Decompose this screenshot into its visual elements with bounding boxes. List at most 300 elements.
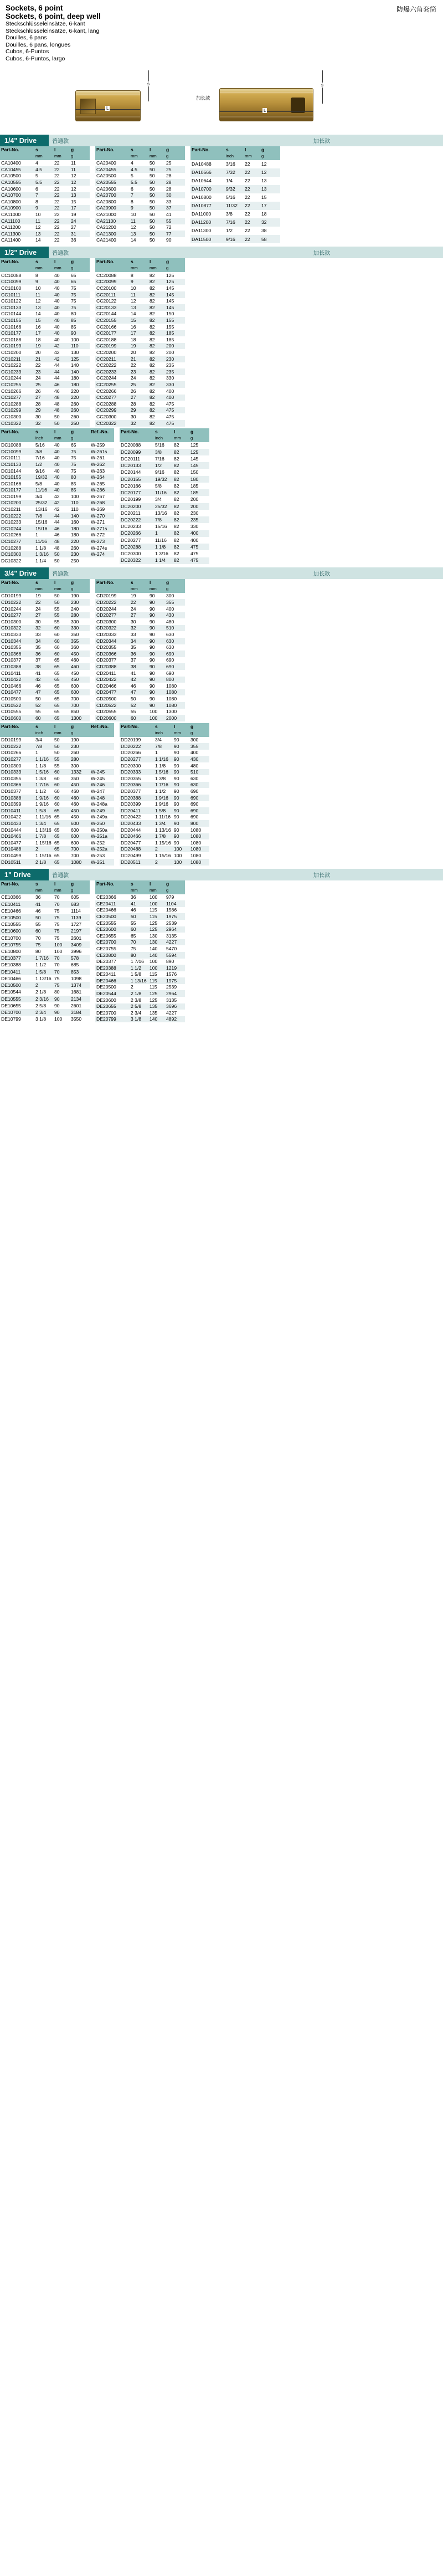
drive-size-label: 3/4" Drive (0, 567, 49, 579)
cell-g: 630 (189, 782, 209, 788)
cell-l: 82 (148, 407, 165, 414)
cell-part-no: DC10155 (0, 474, 34, 481)
table-row (95, 663, 185, 670)
cell-part-no: CD10600 (0, 715, 34, 721)
cell-s: 22 (34, 362, 53, 369)
cell-g: 200 (189, 496, 209, 503)
cell-l: 50 (53, 750, 70, 756)
table-row (0, 820, 114, 827)
table-header-row (0, 146, 90, 153)
cell-l: 46 (53, 388, 70, 395)
cell-s: 15 (34, 317, 53, 324)
table-row (190, 218, 280, 227)
cell-l: 82 (148, 362, 165, 369)
th-l: l (53, 723, 70, 730)
cell-s: 4 (130, 160, 148, 167)
table-row (95, 317, 185, 324)
cell-part-no: DD20277 (120, 756, 154, 762)
cell-s: 42 (130, 677, 148, 683)
cell-s: 7/16 (225, 218, 244, 227)
cell-s: 1 7/8 (154, 833, 173, 840)
cell-g: 700 (70, 702, 90, 709)
cell-s: 13 (34, 231, 53, 237)
cell-l: 82 (173, 537, 189, 544)
cell-part-no: DC10322 (0, 557, 34, 564)
cell-part-no: CA10900 (0, 205, 34, 212)
cell-l: 100 (148, 965, 165, 971)
cell-s: 33 (130, 631, 148, 638)
cell-s: 1 1/2 (130, 965, 148, 971)
cell-l: 75 (53, 975, 70, 982)
th-g: g (70, 428, 90, 435)
table-row (0, 279, 90, 285)
cell-ref-no: W-251 (90, 859, 114, 866)
cell-g: 18 (260, 210, 280, 218)
cell-l: 22 (53, 205, 70, 212)
th-unit-g: g (260, 153, 280, 160)
cell-part-no: DC20266 (120, 530, 154, 537)
cell-g: 180 (189, 476, 209, 483)
cell-l: 140 (148, 952, 165, 959)
cell-s: 46 (34, 908, 53, 914)
cell-part-no: DD10388 (0, 795, 34, 801)
table-row (0, 224, 90, 231)
table-row (120, 852, 209, 859)
cell-g: 65 (70, 279, 90, 285)
table-row (120, 483, 209, 489)
cell-s: 1 5/8 (130, 971, 148, 978)
cell-l: 82 (148, 349, 165, 356)
cell-s: 23 (34, 368, 53, 375)
table-row (95, 939, 185, 946)
cell-ref-no: W-245 (90, 769, 114, 776)
cell-part-no: CD20522 (95, 702, 130, 709)
cell-l: 40 (53, 285, 70, 291)
cell-l: 22 (244, 227, 260, 235)
cell-s: 17 (130, 330, 148, 337)
cell-l: 135 (148, 1003, 165, 1010)
table-row (95, 192, 185, 199)
table-row (0, 557, 114, 564)
cell-part-no: CA21100 (95, 218, 130, 224)
cell-g: 800 (189, 820, 209, 827)
table-row (95, 913, 185, 920)
table-row (0, 1009, 90, 1016)
cell-g: 2000 (165, 715, 185, 721)
th-unit-s: inch (225, 153, 244, 160)
cell-s: 21 (34, 356, 53, 362)
cell-l: 60 (53, 644, 70, 651)
th-l: l (53, 258, 70, 265)
cell-l: 70 (53, 955, 70, 961)
th-part-no: Part-No. (120, 723, 154, 730)
table-row (0, 1016, 90, 1022)
table-row (0, 198, 90, 205)
table-row (0, 468, 114, 474)
cell-g: 145 (165, 291, 185, 298)
cell-g: 1681 (70, 989, 90, 995)
cell-g: 300 (189, 737, 209, 744)
th-unit-g: g (189, 435, 209, 442)
th-s: s (34, 258, 53, 265)
table-row (0, 173, 90, 180)
table-row (190, 193, 280, 202)
cell-g: 685 (70, 962, 90, 969)
cell-s: 5/8 (154, 483, 173, 489)
table-row (0, 461, 114, 468)
cell-s: 7 (34, 192, 53, 199)
cell-part-no: CC20322 (95, 420, 130, 427)
cell-l: 82 (173, 449, 189, 455)
cell-s: 8 (130, 272, 148, 279)
cell-g: 355 (165, 599, 185, 606)
cell-s: 65 (130, 933, 148, 939)
cell-g: 15 (70, 198, 90, 205)
th-unit-blank (95, 265, 130, 272)
cell-part-no: DD20488 (120, 846, 154, 853)
table-row (95, 375, 185, 382)
cell-g: 85 (70, 324, 90, 330)
th-unit-blank (95, 586, 130, 593)
cell-l: 48 (53, 401, 70, 407)
cell-s: 70 (130, 939, 148, 946)
cell-part-no: DE10544 (0, 989, 34, 995)
cell-g: 355 (70, 638, 90, 644)
cell-l: 90 (173, 827, 189, 833)
cell-g: 330 (189, 523, 209, 530)
cell-g: 1586 (165, 907, 185, 914)
cell-s: 9/16 (34, 468, 53, 474)
cell-g: 475 (189, 550, 209, 557)
table-header-row (120, 723, 209, 730)
cell-g: 3135 (165, 997, 185, 1003)
table-row (0, 375, 90, 382)
cell-part-no: CA10400 (0, 160, 34, 167)
cell-g: 125 (189, 442, 209, 449)
table-row (95, 631, 185, 638)
table-row (0, 381, 90, 388)
table-row (0, 532, 114, 539)
table-row (0, 709, 90, 715)
metric-tables-0 (0, 146, 443, 244)
cell-g: 450 (70, 814, 90, 821)
cell-s: 75 (34, 941, 53, 948)
th-part-no: Part-No. (95, 579, 130, 586)
cell-s: 18 (130, 336, 148, 343)
th-g: g (70, 579, 90, 586)
cell-l: 40 (53, 324, 70, 330)
cell-part-no: DD20300 (120, 762, 154, 769)
cell-s: 1 5/8 (154, 807, 173, 814)
table-header-row (120, 428, 209, 435)
cell-s: 1 1/4 (154, 557, 173, 564)
cell-s: 1 7/16 (34, 955, 53, 961)
cell-part-no: CC10144 (0, 311, 34, 317)
cell-s: 46 (130, 907, 148, 914)
table-row (0, 670, 90, 677)
cell-g: 230 (189, 510, 209, 516)
cell-l: 50 (148, 160, 165, 167)
cell-part-no: DC10244 (0, 525, 34, 532)
cell-part-no: CD10277 (0, 612, 34, 619)
table-row (120, 820, 209, 827)
th-part-no: Part-No. (0, 258, 34, 265)
cell-l: 65 (53, 827, 70, 833)
th-unit-s: mm (34, 887, 53, 894)
cell-l: 70 (53, 901, 70, 908)
cell-part-no: CD20600 (95, 715, 130, 721)
cell-l: 70 (53, 962, 70, 969)
cell-g: 180 (70, 375, 90, 382)
table-row (0, 657, 90, 664)
cell-g: 185 (189, 489, 209, 496)
cell-part-no: DC20211 (120, 510, 154, 516)
cell-part-no: CD20300 (95, 618, 130, 625)
cell-part-no: CC20233 (95, 368, 130, 375)
cell-part-no: CC20300 (95, 413, 130, 420)
cell-l: 125 (148, 990, 165, 997)
cell-s: 24 (130, 606, 148, 612)
cell-g: 4227 (165, 1010, 185, 1016)
table-row (120, 801, 209, 808)
cell-s: 5/8 (34, 480, 53, 487)
cell-g: 430 (189, 756, 209, 762)
cell-g: 280 (70, 756, 90, 762)
cell-l: 82 (148, 395, 165, 401)
cell-part-no: DC20300 (120, 550, 154, 557)
table-row (0, 487, 114, 494)
cell-part-no: CC10188 (0, 336, 34, 343)
cell-s: 24 (34, 375, 53, 382)
cell-s: 3/8 (154, 449, 173, 455)
cell-s: 2 5/8 (130, 1003, 148, 1010)
cell-l: 46 (53, 525, 70, 532)
table-row (190, 235, 280, 243)
cell-g: 400 (165, 606, 185, 612)
cell-part-no: CA20400 (95, 160, 130, 167)
table-units-row (120, 435, 209, 442)
cell-g: 125 (189, 449, 209, 455)
cell-l: 82 (148, 311, 165, 317)
th-l: l (53, 579, 70, 586)
cell-part-no: DC20277 (120, 537, 154, 544)
cell-l: 50 (53, 413, 70, 420)
drive-standard-label: 普通款 (49, 135, 310, 146)
cell-g: 1727 (70, 921, 90, 928)
table-row (120, 550, 209, 557)
cell-part-no: CD10555 (0, 709, 34, 715)
cell-l: 115 (148, 913, 165, 920)
cell-s: 3/16 (225, 160, 244, 168)
cell-g: 400 (189, 750, 209, 756)
cell-part-no: CD20355 (95, 644, 130, 651)
cell-ref-no (90, 762, 114, 769)
th-g: g (189, 723, 209, 730)
cell-s: 1 13/16 (34, 827, 53, 833)
table-row (0, 413, 90, 420)
cell-l: 44 (53, 362, 70, 369)
cell-part-no: DC20111 (120, 455, 154, 462)
cell-l: 22 (53, 166, 70, 173)
cell-s: 1 1/8 (154, 544, 173, 550)
table-row (95, 298, 185, 305)
cell-s: 1 9/16 (34, 795, 53, 801)
table-row (0, 894, 90, 901)
cell-g: 90 (165, 237, 185, 244)
cell-g: 475 (165, 401, 185, 407)
metric-tables-1 (0, 258, 443, 426)
cell-l: 65 (53, 839, 70, 846)
table-row (0, 788, 114, 795)
drive-section-bar-0 (0, 135, 443, 146)
cell-part-no: CA21400 (95, 237, 130, 244)
cell-part-no: DD20222 (120, 743, 154, 750)
cell-ref-no: W-261 (90, 455, 114, 462)
cell-l: 48 (53, 407, 70, 414)
cell-l: 50 (148, 198, 165, 205)
cell-l: 40 (53, 304, 70, 311)
cell-g: 2601 (70, 935, 90, 941)
th-unit-l: mm (173, 730, 189, 737)
table-row (95, 413, 185, 420)
drive-size-label: 1/4" Drive (0, 135, 49, 146)
cell-part-no: DE20388 (95, 965, 130, 971)
cell-s: 9/16 (225, 235, 244, 243)
cell-g: 33 (165, 198, 185, 205)
table-row (95, 926, 185, 933)
table-row (0, 756, 114, 762)
cell-ref-no: W-262 (90, 461, 114, 468)
th-part-no: Part-No. (0, 579, 34, 586)
cell-l: 100 (173, 852, 189, 859)
cell-l: 40 (53, 330, 70, 337)
cell-l: 100 (53, 948, 70, 955)
table-units-row (95, 153, 185, 160)
table-units-row (95, 265, 185, 272)
cell-s: 52 (34, 702, 53, 709)
cell-part-no: CD20344 (95, 638, 130, 644)
cell-g: 2134 (70, 996, 90, 1002)
th-s: s (34, 723, 53, 730)
subtitle-fr-2: Douilles, 6 pans, longues (6, 41, 71, 48)
cell-s: 1 1/16 (34, 756, 53, 762)
cell-g: 300 (70, 762, 90, 769)
cell-part-no: CC10244 (0, 375, 34, 382)
cell-part-no: CC20277 (95, 395, 130, 401)
table-row (95, 593, 185, 600)
table-row (0, 388, 90, 395)
cell-s: 2 1/8 (34, 859, 53, 866)
cell-part-no: DD20333 (120, 769, 154, 776)
th-g: g (70, 880, 90, 887)
cell-l: 22 (53, 173, 70, 180)
cell-s: 9/32 (225, 185, 244, 193)
cell-s: 5.5 (130, 179, 148, 186)
cell-s: 5/16 (225, 193, 244, 202)
cell-g: 3996 (70, 948, 90, 955)
cell-part-no: DE10411 (0, 969, 34, 975)
cell-part-no: CD20500 (95, 695, 130, 702)
table-row (120, 442, 209, 449)
cell-part-no: CC20288 (95, 401, 130, 407)
cell-l: 42 (53, 493, 70, 500)
th-unit-s: mm (130, 887, 148, 894)
table-row (0, 839, 114, 846)
cell-l: 80 (53, 989, 70, 995)
cell-part-no: CD20555 (95, 709, 130, 715)
cell-part-no: DA10877 (190, 202, 225, 210)
cell-part-no: CD10466 (0, 683, 34, 689)
cell-s: 22 (130, 599, 148, 606)
th-unit-s: inch (154, 730, 173, 737)
cell-g: 350 (70, 775, 90, 782)
cell-g: 185 (165, 336, 185, 343)
cell-g: 1080 (189, 859, 209, 866)
table-row (0, 500, 114, 506)
cell-g: 1300 (70, 715, 90, 721)
cell-l: 82 (148, 401, 165, 407)
th-l: l (173, 428, 189, 435)
cell-l: 90 (148, 695, 165, 702)
cell-s: 37 (130, 657, 148, 664)
cell-g: 1080 (189, 833, 209, 840)
cell-g: 85 (70, 480, 90, 487)
table-row (120, 807, 209, 814)
th-s: s (130, 880, 148, 887)
cell-g: 240 (70, 606, 90, 612)
inch-tables-1 (0, 428, 443, 564)
cell-part-no: CD20322 (95, 625, 130, 632)
table-row (0, 336, 90, 343)
cell-g: 38 (260, 227, 280, 235)
table-row (120, 756, 209, 762)
cell-part-no: CC10288 (0, 401, 34, 407)
cell-s: 5/16 (34, 442, 53, 449)
cell-s: 20 (130, 349, 148, 356)
th-g: g (165, 579, 185, 586)
table-row (190, 202, 280, 210)
table-header-row (95, 258, 185, 265)
cell-g: 600 (70, 820, 90, 827)
cell-l: 90 (173, 737, 189, 744)
th-unit-ref (90, 435, 114, 442)
cell-part-no: DE10377 (0, 955, 34, 961)
cell-l: 55 (53, 756, 70, 762)
cell-ref-no: W-253 (90, 852, 114, 859)
cell-s: 80 (130, 952, 148, 959)
cell-l: 75 (53, 982, 70, 989)
cell-s: 34 (130, 638, 148, 644)
cell-s: 1 1/8 (34, 762, 53, 769)
table-row (0, 663, 90, 670)
cell-ref-no: W-274s (90, 545, 114, 551)
cell-l: 90 (148, 677, 165, 683)
cell-l: 90 (173, 769, 189, 776)
th-l: l (244, 146, 260, 153)
cell-part-no: DC20133 (120, 462, 154, 469)
cell-s: 1 5/16 (34, 769, 53, 776)
cell-part-no: CC20200 (95, 349, 130, 356)
cell-s: 52 (130, 702, 148, 709)
cell-g: 600 (70, 833, 90, 840)
cell-s: 47 (34, 689, 53, 696)
cell-l: 65 (53, 689, 70, 696)
th-l: l (53, 880, 70, 887)
cell-g: 450 (70, 807, 90, 814)
table-row (0, 186, 90, 192)
cell-l: 60 (53, 638, 70, 644)
cell-l: 82 (173, 530, 189, 537)
